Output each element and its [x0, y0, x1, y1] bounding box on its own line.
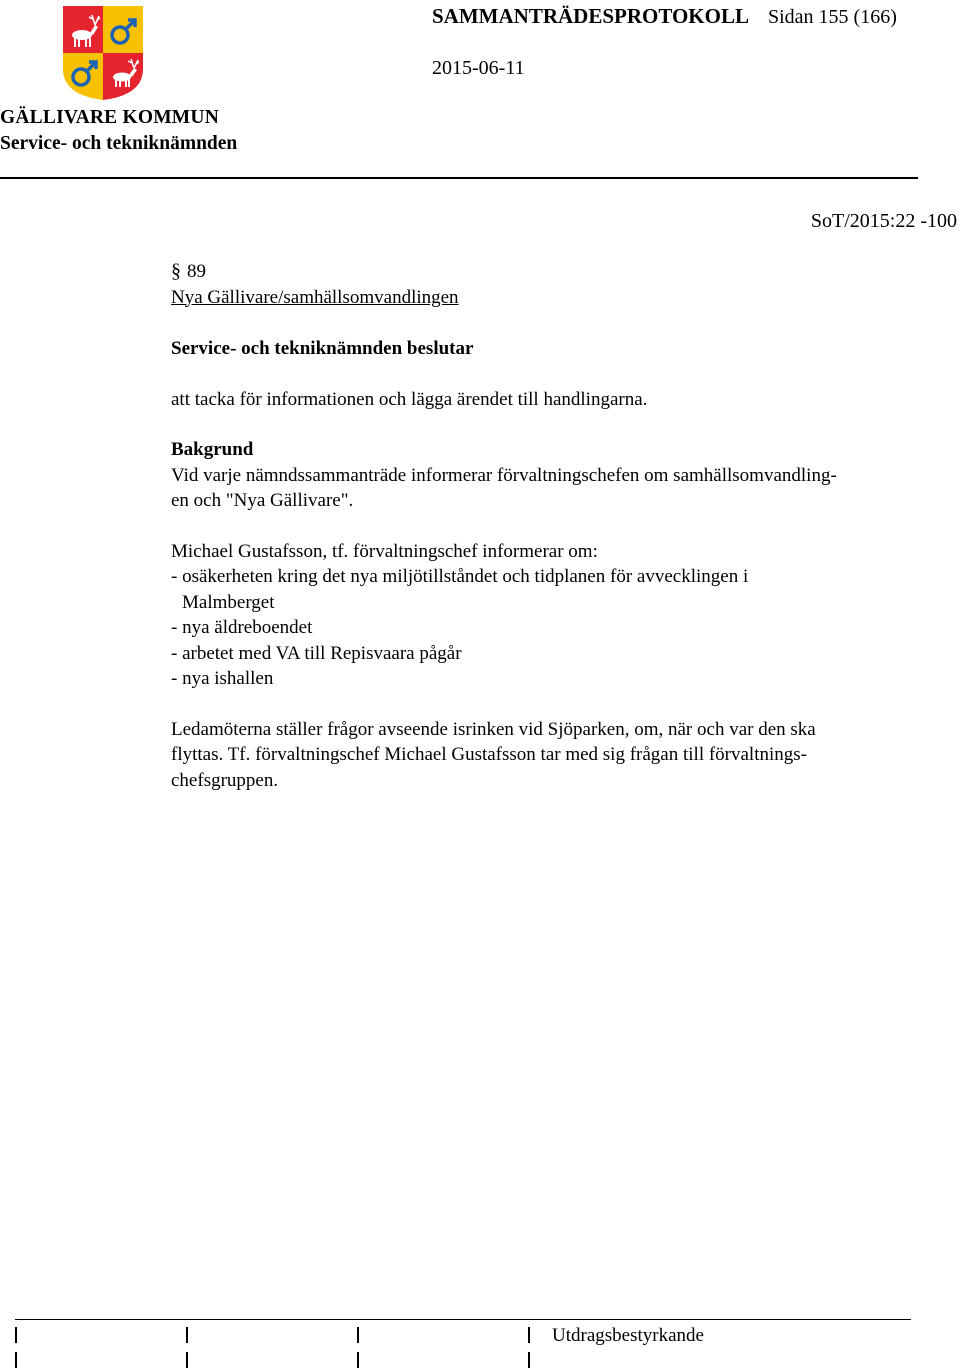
signature-box-divider — [528, 1327, 530, 1343]
attestation-label: Utdragsbestyrkande — [552, 1325, 704, 1346]
background-text-line: en och "Nya Gällivare". — [171, 490, 354, 511]
paragraph-number-value: 89 — [187, 261, 206, 282]
meeting-date: 2015-06-11 — [432, 57, 525, 79]
municipality-coat-of-arms — [62, 5, 144, 101]
document-title: SAMMANTRÄDESPROTOKOLL — [432, 4, 749, 28]
information-bullet: - nya äldreboendet — [171, 617, 313, 638]
municipality-name: GÄLLIVARE KOMMUN — [0, 107, 219, 128]
signature-box-divider — [357, 1327, 359, 1343]
committee-name: Service- och tekniknämnden — [0, 133, 238, 154]
case-number: SoT/2015:22 -100 — [810, 210, 957, 232]
signature-box-divider — [186, 1352, 188, 1368]
signature-box-divider — [15, 1352, 17, 1368]
section-sign: § — [171, 260, 181, 282]
signature-box-divider — [15, 1327, 17, 1343]
agenda-item — [171, 259, 951, 793]
information-intro: Michael Gustafsson, tf. förvaltningschef informerar om: — [171, 540, 598, 562]
header-divider — [0, 177, 918, 179]
item-subject: Nya Gällivare/samhällsomvandlingen — [171, 286, 459, 308]
information-bullet-continuation: Malmberget — [182, 591, 275, 613]
page-number: Sidan 155 (166) — [768, 6, 897, 28]
decision-text: att tacka för informationen och lägga ärendet till handlingarna. — [171, 388, 648, 410]
paragraph-number — [171, 259, 951, 285]
background-heading: Bakgrund — [171, 439, 254, 460]
closing-text-line: flyttas. Tf. förvaltningschef Michael Gustafsson tar med sig frågan till förvaltnings- — [171, 744, 807, 765]
closing-text-line: Ledamöterna ställer frågor avseende isrinken vid Sjöparken, om, när och var den ska — [171, 718, 816, 740]
closing-text-line: chefsgruppen. — [171, 769, 279, 791]
background-text-line: Vid varje nämndssammanträde informerar förvaltningschefen om samhällsomvandling- — [171, 464, 837, 486]
decision-heading: Service- och tekniknämnden beslutar — [171, 338, 474, 359]
information-bullet: - osäkerheten kring det nya miljötillståndet och tidplanen för avvecklingen i — [171, 566, 749, 587]
signature-box-divider — [528, 1352, 530, 1368]
signature-box-divider — [186, 1327, 188, 1343]
information-bullet: - arbetet med VA till Repisvaara pågår — [171, 642, 462, 664]
information-bullet: - nya ishallen — [171, 668, 274, 689]
footer-divider — [15, 1319, 911, 1320]
signature-box-divider — [357, 1352, 359, 1368]
